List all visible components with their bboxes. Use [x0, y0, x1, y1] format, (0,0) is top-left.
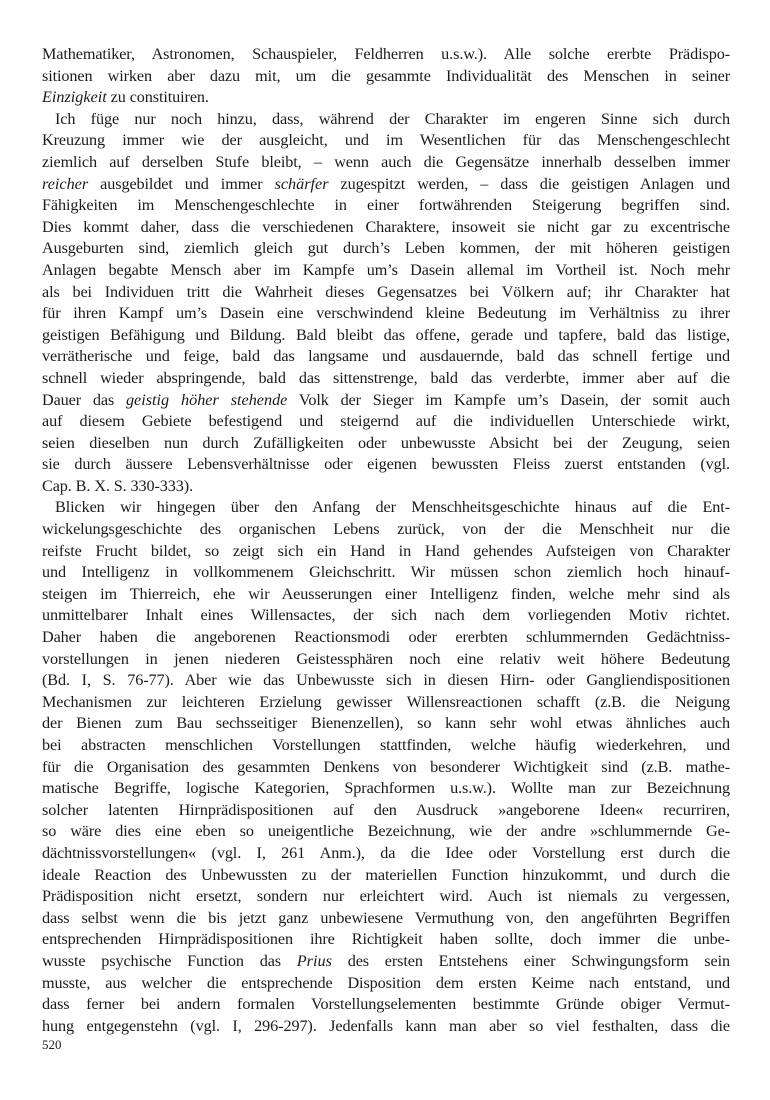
text-line: dass selbst wenn die bis jetzt ganz unbewiesene Vermuthung von, den angeführten Begriffen	[42, 908, 730, 927]
text-line: bei abstracten menschlichen Vorstellungen stattfinden, welche häufig wiederkehren, und	[42, 736, 730, 754]
text-line: wickelungsgeschichte des organischen Lebens zurück, von der die Menschheit nur die	[42, 520, 730, 539]
text-line: hung entgegenstehn (vgl. I, 296-297). Jedenfalls kann man aber so viel festhalten, dass die	[42, 1016, 730, 1035]
text-line: Fähigkeiten im Menschengeschlechte in einer fortwährenden Steigerung begriffen sind.	[42, 196, 730, 215]
text-line: Ich füge nur noch hinzu, dass, während der Charakter im engeren Sinne sich durch	[55, 109, 730, 128]
text-line: wusste psychische Function das Prius des ersten Entstehens einer Schwingungsform sein	[42, 951, 730, 970]
text-line: ideale Reaction des Unbewussten zu der materiellen Function hinzukommt, und durch die	[42, 865, 730, 884]
text-line: Ausgeburten sind, ziemlich gleich gut durch’s Leben kommen, der mit höheren geistigen	[42, 239, 730, 258]
text-line: dächtnissvorstellungen« (vgl. I, 261 Anm.), da die Idee oder Vorstellung erst durch die	[42, 843, 730, 862]
paragraph	[42, 497, 730, 1037]
paragraph	[42, 109, 730, 498]
text-line: Einzigkeit zu constituiren.	[42, 88, 209, 107]
text-line: steigen im Thierreich, ehe wir Aeusserungen einer Intelligenz finden, welche mehr sind als	[42, 584, 730, 603]
text-line: ziemlich auf derselben Stufe bleibt, – wenn auch die Gegensätze innerhalb desselben immer	[42, 152, 730, 171]
text-line: entsprechenden Hirnprädispositionen ihre Richtigkeit haben sollte, doch immer die unbe-	[42, 930, 730, 949]
text-line: (Bd. I, S. 76-77). Aber wie das Unbewusste sich in diesen Hirn- oder Gangliendispositionen	[42, 671, 730, 690]
text-line: Cap. B. X. S. 330-333).	[42, 476, 194, 495]
text-line: als bei Individuen tritt die Wahrheit dieses Gegensatzes bei Völkern auf; ihr Charakter hat	[42, 282, 730, 301]
text-line: sie durch äussere Lebensverhältnisse oder eigenen bewussten Fleiss zuerst entstanden (vgl.	[42, 455, 730, 474]
text-line: sitionen wirken aber dazu mit, um die gesammte Individualität des Menschen in seiner	[42, 66, 730, 85]
text-line: Daher haben die angeborenen Reactionsmodi oder ererbten schlummernden Gedächtniss-	[42, 628, 730, 647]
text-line: solcher latenten Hirnprädispositionen auf den Ausdruck »angeborene Ideen« recurriren,	[42, 800, 730, 819]
text-line: dass ferner bei andern formalen Vorstellungselementen bestimmte Gründe obiger Vermut-	[42, 995, 730, 1014]
text-line: musste, aus welcher die entsprechende Disposition dem ersten Keime nach entstand, und	[42, 973, 730, 992]
text-line: auf diesem Gebiete befestigend und steigernd auf die individuellen Unterschiede wirkt,	[42, 412, 730, 431]
text-line: Prädisposition nicht ersetzt, sondern nur erleichtert wird. Auch ist niemals zu vergessen,	[42, 887, 730, 906]
text-line: Dies kommt daher, dass die verschiedenen Charaktere, insoweit sie nicht gar zu excentrische	[42, 217, 730, 236]
text-line: Dauer das geistig höher stehende Volk der Sieger im Kampfe um’s Dasein, der somit auch	[42, 390, 730, 409]
text-line: geistigen Befähigung und Bildung. Bald bleibt das offene, gerade und tapfere, bald das listige,	[42, 325, 730, 344]
text-line: Mathematiker, Astronomen, Schauspieler, Feldherren u.s.w.). Alle solche ererbte Prädispo-	[42, 45, 730, 63]
text-line: für die Organisation des gesammten Denkens von besonderer Wichtigkeit sind (z.B. mathe-	[42, 757, 730, 776]
page-number: 520	[42, 1037, 62, 1052]
text-line: vorstellungen in jenen niederen Geistessphären noch eine relativ weit höhere Bedeutung	[42, 649, 730, 668]
text-line: für ihren Kampf um’s Dasein eine verschwindend kleine Bedeutung im Verhältniss zu ihrer	[42, 304, 730, 323]
text-line: seien dieselben nun durch Zufälligkeiten oder unbewusste Absicht bei der Zeugung, seien	[42, 433, 730, 452]
text-line: Mechanismen zur leichteren Erzielung gewisser Willensreactionen schafft (z.B. die Neigung	[42, 692, 730, 711]
text-line: schnell wieder abspringende, bald das sittenstrenge, bald das verderbte, immer aber auf die	[42, 368, 730, 387]
text-line: reicher ausgebildet und immer schärfer zugespitzt werden, – dass die geistigen Anlagen und	[42, 174, 730, 193]
text-line: so wäre dies eine eben so uneigentliche Bezeichnung, wie der andre »schlummernde Ge-	[42, 822, 730, 841]
paragraph	[42, 44, 730, 109]
text-line: Blicken wir hingegen über den Anfang der Menschheitsgeschichte hinaus auf die Ent-	[55, 498, 730, 517]
text-line: der Bienen zum Bau sechsseitiger Bienenzellen), so kann sehr wohl etwas ähnliches auch	[42, 714, 730, 733]
text-line: matische Begriffe, logische Kategorien, Sprachformen u.s.w.). Wollte man zur Bezeichnung	[42, 779, 730, 798]
text-line: und Intelligenz in vollkommenem Gleichschritt. Wir müssen schon ziemlich hoch hinauf-	[42, 563, 730, 582]
text-line: unmittelbarer Inhalt eines Willensactes, der sich nach dem vorliegenden Motiv richtet.	[42, 606, 730, 625]
text-block	[42, 44, 730, 1037]
text-line: verrätherische und feige, bald das langsame und ausdauernde, bald das schnell fertige und	[42, 347, 730, 366]
text-line: Kreuzung immer wie der ausgleicht, und im Wesentlichen für das Menschengeschlecht	[42, 131, 730, 150]
text-line: reifste Frucht bildet, so zeigt sich ein Hand in Hand gehendes Aufsteigen von Charakter	[42, 541, 730, 560]
text-line: Anlagen begabte Mensch aber im Kampfe um’s Dasein allemal im Vortheil ist. Noch mehr	[42, 260, 730, 279]
